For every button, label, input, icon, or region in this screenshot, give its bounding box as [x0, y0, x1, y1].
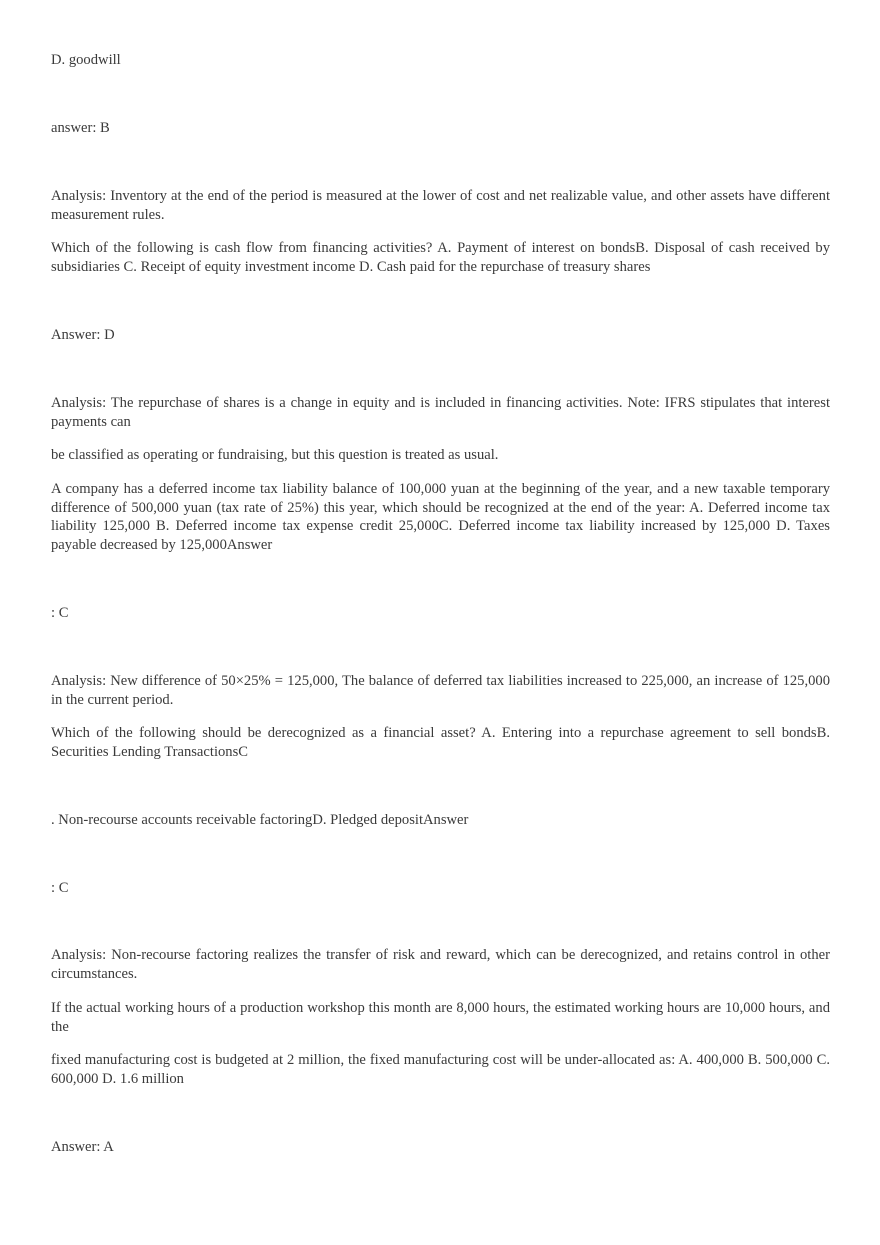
option-d-goodwill: D. goodwill [51, 52, 121, 68]
answer-line: Answer: A [51, 1139, 114, 1155]
answer-line: Answer: D [51, 327, 115, 343]
question-paragraph: Which of the following is cash flow from financing activities? A. Payment of interest on bondsB. Disposal of cash received by subsidiaries C. Receipt of equity investment income D. Cash paid for the repurchase of treasury shares [51, 240, 830, 275]
analysis-paragraph: Analysis: New difference of 50×25% = 125,000, The balance of deferred tax liabilities increased to 225,000, an increase of 125,000 in the current period. [51, 673, 830, 708]
answer-line: answer: B [51, 120, 110, 136]
analysis-paragraph: Analysis: The repurchase of shares is a change in equity and is included in financing activities. Note: IFRS stipulates that interest payments can [51, 395, 830, 430]
question-continuation: fixed manufacturing cost is budgeted at 2 million, the fixed manufacturing cost will be under-allocated as: A. 400,000 B. 500,000 C. 600,000 D. 1.6 million [51, 1052, 830, 1087]
analysis-continuation: be classified as operating or fundraising, but this question is treated as usual. [51, 447, 499, 463]
answer-line: : C [51, 880, 69, 896]
question-paragraph: If the actual working hours of a production workshop this month are 8,000 hours, the estimated working hours are 10,000 hours, and the [51, 1000, 830, 1035]
question-continuation: . Non-recourse accounts receivable factoringD. Pledged depositAnswer [51, 812, 469, 828]
answer-line: : C [51, 605, 69, 621]
question-paragraph: A company has a deferred income tax liability balance of 100,000 yuan at the beginning of the year, and a new taxable temporary difference of 500,000 yuan (tax rate of 25%) this year, which should be recognized at the end of the year: A. Deferred income tax liability 125,000 B. Deferred income tax expense credit 25,000C. Deferred income tax liability increased by 125,000 D. Taxes payable decreased by 125,000Answer [51, 481, 830, 553]
question-paragraph: Which of the following should be derecognized as a financial asset? A. Entering into a repurchase agreement to sell bondsB. Securities Lending TransactionsC [51, 725, 830, 760]
analysis-paragraph: Analysis: Inventory at the end of the period is measured at the lower of cost and net realizable value, and other assets have different measurement rules. [51, 188, 830, 223]
analysis-paragraph: Analysis: Non-recourse factoring realizes the transfer of risk and reward, which can be derecognized, and retains control in other circumstances. [51, 947, 830, 982]
